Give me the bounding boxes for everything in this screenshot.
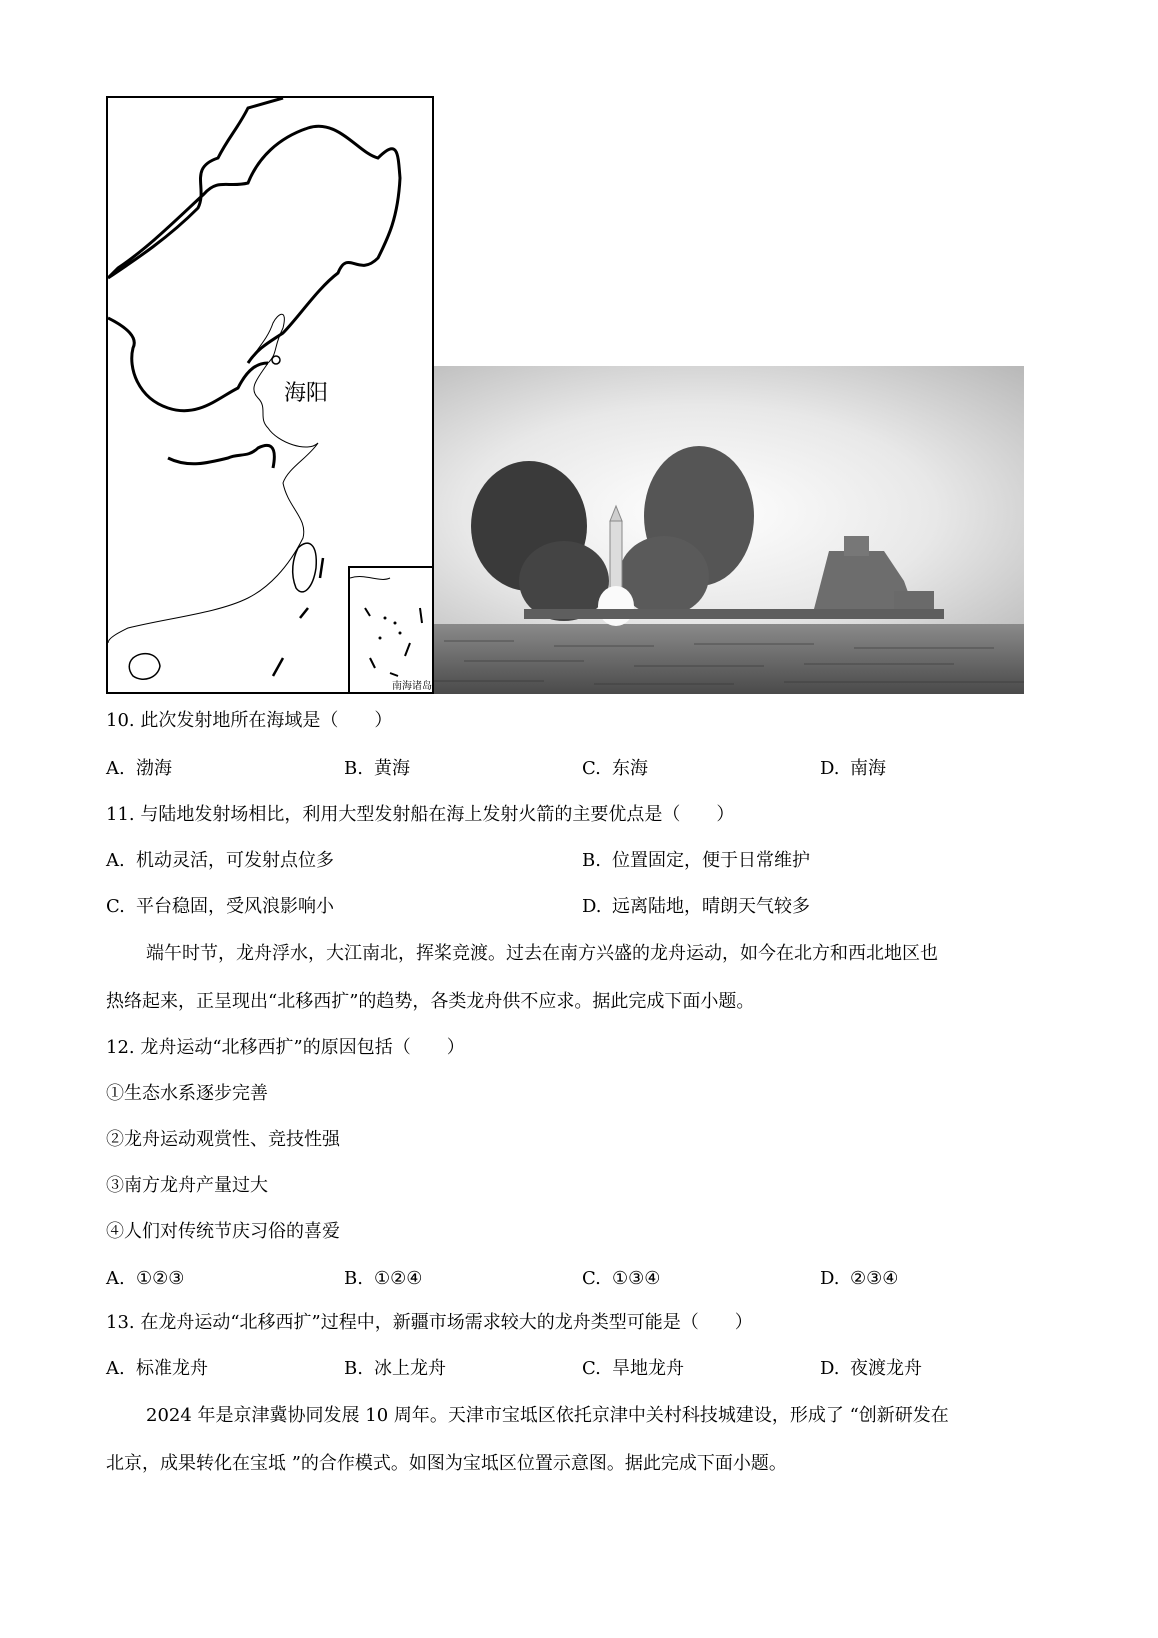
south-china-sea-inset	[348, 566, 434, 694]
q12-option-c-letter: C.	[582, 1268, 601, 1289]
q12-item-1: ①生态水系逐步完善	[106, 1083, 268, 1104]
q11-option-c	[106, 898, 334, 916]
map-label-haiyang: 海阳	[284, 381, 329, 406]
q11-option-b-letter: B.	[582, 850, 601, 871]
q10-option-b-text: 黄海	[374, 758, 410, 779]
q13-option-a-letter: A.	[106, 1358, 125, 1379]
q13-option-d-letter: D.	[820, 1358, 840, 1379]
q11-option-b	[582, 852, 810, 870]
q13-option-b-letter: B.	[344, 1358, 363, 1379]
q13-option-c	[582, 1360, 684, 1378]
q12-option-d	[820, 1270, 898, 1288]
q10-option-d-letter: D.	[820, 758, 840, 779]
q11-stem: 11. 与陆地发射场相比，利用大型发射船在海上发射火箭的主要优点是（ ）	[106, 804, 735, 825]
q13-stem: 13. 在龙舟运动“北移西扩”过程中，新疆市场需求较大的龙舟类型可能是（ ）	[106, 1312, 753, 1333]
q12-option-a-letter: A.	[106, 1268, 125, 1289]
q10-option-c	[582, 760, 648, 778]
q13-option-c-letter: C.	[582, 1358, 601, 1379]
q11-option-d-text: 远离陆地，晴朗天气较多	[612, 896, 810, 917]
q12-item-4: ④人们对传统节庆习俗的喜爱	[106, 1221, 340, 1242]
q12-option-c-text: ①③④	[612, 1268, 661, 1289]
sea-launch-illustration	[434, 366, 1024, 694]
q11-option-a	[106, 852, 334, 870]
q11-option-d-letter: D.	[582, 896, 602, 917]
passage2-line1: 2024 年是京津冀协同发展 10 周年。天津市宝坻区依托京津中关村科技城建设，形成了 “创新研发在	[146, 1405, 949, 1426]
q13-option-a-text: 标准龙舟	[136, 1358, 208, 1379]
q13-option-b-text: 冰上龙舟	[374, 1358, 446, 1379]
sea-launch-photo	[434, 366, 1024, 694]
inset-drawing	[350, 568, 434, 694]
q12-item-2: ②龙舟运动观赏性、竞技性强	[106, 1129, 340, 1150]
q12-stem: 12. 龙舟运动“北移西扩”的原因包括（ ）	[106, 1037, 465, 1058]
q10-stem: 10. 此次发射地所在海域是（ ）	[106, 710, 393, 731]
passage1-line2: 热络起来，正呈现出“北移西扩”的趋势，各类龙舟供不应求。据此完成下面小题。	[106, 991, 755, 1012]
q10-option-b	[344, 760, 410, 778]
q12-option-c	[582, 1270, 660, 1288]
q12-option-b-text: ①②④	[374, 1268, 423, 1289]
q12-option-d-text: ②③④	[850, 1268, 899, 1289]
q12-option-b-letter: B.	[344, 1268, 363, 1289]
passage2-line2: 北京，成果转化在宝坻 ”的合作模式。如图为宝坻区位置示意图。据此完成下面小题。	[106, 1453, 787, 1474]
q11-option-d	[582, 898, 810, 916]
q10-option-d	[820, 760, 886, 778]
q12-option-b	[344, 1270, 422, 1288]
q12-item-3: ③南方龙舟产量过大	[106, 1175, 268, 1196]
q12-option-d-letter: D.	[820, 1268, 840, 1289]
q13-option-d-text: 夜渡龙舟	[850, 1358, 922, 1379]
location-map	[106, 96, 434, 694]
q13-option-d	[820, 1360, 922, 1378]
inset-label: 南海诸岛	[392, 681, 432, 692]
q13-option-b	[344, 1360, 446, 1378]
q10-option-c-letter: C.	[582, 758, 601, 779]
q13-option-a	[106, 1360, 208, 1378]
q13-option-c-text: 旱地龙舟	[612, 1358, 684, 1379]
q11-option-c-text: 平台稳固，受风浪影响小	[136, 896, 334, 917]
q12-option-a-text: ①②③	[136, 1268, 185, 1289]
q11-option-a-text: 机动灵活，可发射点位多	[136, 850, 334, 871]
q11-option-a-letter: A.	[106, 850, 125, 871]
q10-option-c-text: 东海	[612, 758, 648, 779]
q10-option-d-text: 南海	[850, 758, 886, 779]
q11-option-c-letter: C.	[106, 896, 125, 917]
passage1-line1: 端午时节，龙舟浮水，大江南北，挥桨竞渡。过去在南方兴盛的龙舟运动，如今在北方和西北地区也	[146, 943, 938, 964]
q12-option-a	[106, 1270, 184, 1288]
q11-option-b-text: 位置固定，便于日常维护	[612, 850, 810, 871]
q10-option-a	[106, 760, 172, 778]
q10-option-a-text: 渤海	[136, 758, 172, 779]
q10-option-b-letter: B.	[344, 758, 363, 779]
q10-option-a-letter: A.	[106, 758, 125, 779]
